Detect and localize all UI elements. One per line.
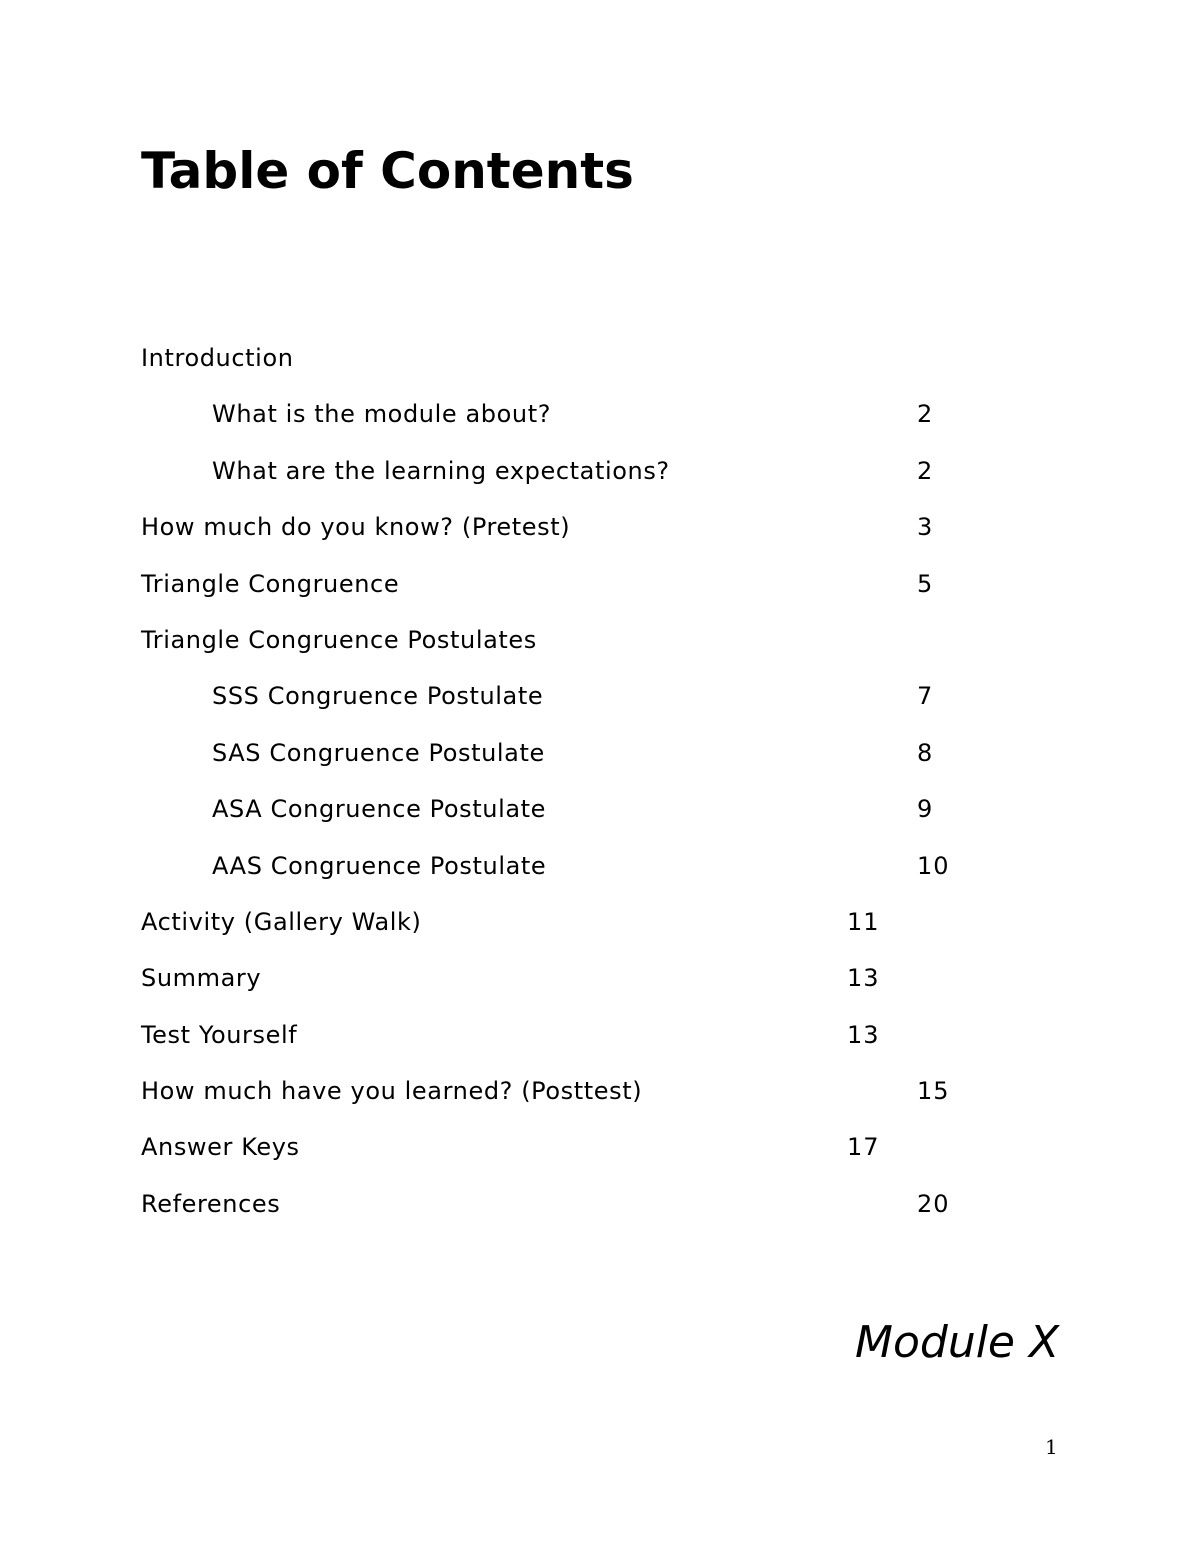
toc-entry-answer-keys[interactable]: [0, 1119, 1200, 1175]
toc-entry-summary[interactable]: [0, 950, 1200, 1006]
toc-entry-label: Introduction: [141, 344, 294, 372]
toc-entry-asa-postulate[interactable]: [0, 781, 1200, 837]
toc-entry-page: 8: [917, 738, 934, 767]
toc-entry-label: Activity (Gallery Walk): [141, 907, 422, 936]
toc-entry-page: 17: [847, 1133, 880, 1162]
page-title: Table of Contents: [141, 142, 634, 200]
toc-entry-page: 10: [917, 851, 950, 880]
toc-entry-pretest[interactable]: [0, 499, 1200, 555]
toc-entry-page: 2: [917, 400, 934, 429]
toc-entry-label: How much do you know? (Pretest): [141, 513, 571, 542]
toc-entry-label: AAS Congruence Postulate: [212, 851, 547, 880]
toc-entry-page: 20: [917, 1189, 950, 1218]
toc-entry-sss-postulate[interactable]: [0, 668, 1200, 724]
toc-entry-page: 3: [917, 513, 934, 542]
toc-entry-page: 2: [917, 456, 934, 485]
page-number: 1: [1045, 1435, 1058, 1459]
toc-entry-aas-postulate[interactable]: [0, 838, 1200, 894]
toc-entry-label: Test Yourself: [141, 1020, 298, 1049]
toc-entry-label: ASA Congruence Postulate: [212, 795, 547, 824]
toc-entry-label: Answer Keys: [141, 1133, 300, 1162]
toc-entry-introduction[interactable]: [0, 330, 1200, 386]
toc-entry-page: 13: [847, 964, 880, 993]
toc-entry-label: How much have you learned? (Posttest): [141, 1077, 643, 1106]
toc-entry-activity[interactable]: [0, 894, 1200, 950]
toc-entry-page: 11: [847, 907, 880, 936]
toc-entry-learning-expectations[interactable]: [0, 443, 1200, 499]
toc-entry-references[interactable]: [0, 1176, 1200, 1232]
toc-entry-label: What is the module about?: [212, 400, 552, 429]
toc-entry-label: Summary: [141, 964, 262, 993]
toc-entry-posttest[interactable]: [0, 1063, 1200, 1119]
toc-entry-label: Triangle Congruence: [141, 569, 400, 598]
toc-entry-sas-postulate[interactable]: [0, 725, 1200, 781]
toc-entry-page: 7: [917, 682, 934, 711]
module-label: Module X: [855, 1317, 1060, 1368]
toc-entry-label: Triangle Congruence Postulates: [141, 625, 537, 654]
toc-entry-label: References: [141, 1189, 281, 1218]
toc-entry-page: 15: [917, 1077, 950, 1106]
toc-entry-triangle-congruence[interactable]: [0, 556, 1200, 612]
toc-entry-module-about[interactable]: [0, 386, 1200, 442]
toc-entry-page: 13: [847, 1020, 880, 1049]
toc-entry-label: SAS Congruence Postulate: [212, 738, 545, 767]
toc-entry-label: What are the learning expectations?: [212, 456, 670, 485]
toc-entry-test-yourself[interactable]: [0, 1007, 1200, 1063]
toc-entry-page: 9: [917, 795, 934, 824]
toc-entry-page: 5: [917, 569, 934, 598]
toc-entry-congruence-postulates[interactable]: [0, 612, 1200, 668]
table-of-contents: [0, 330, 1200, 1232]
toc-entry-label: SSS Congruence Postulate: [212, 682, 544, 711]
